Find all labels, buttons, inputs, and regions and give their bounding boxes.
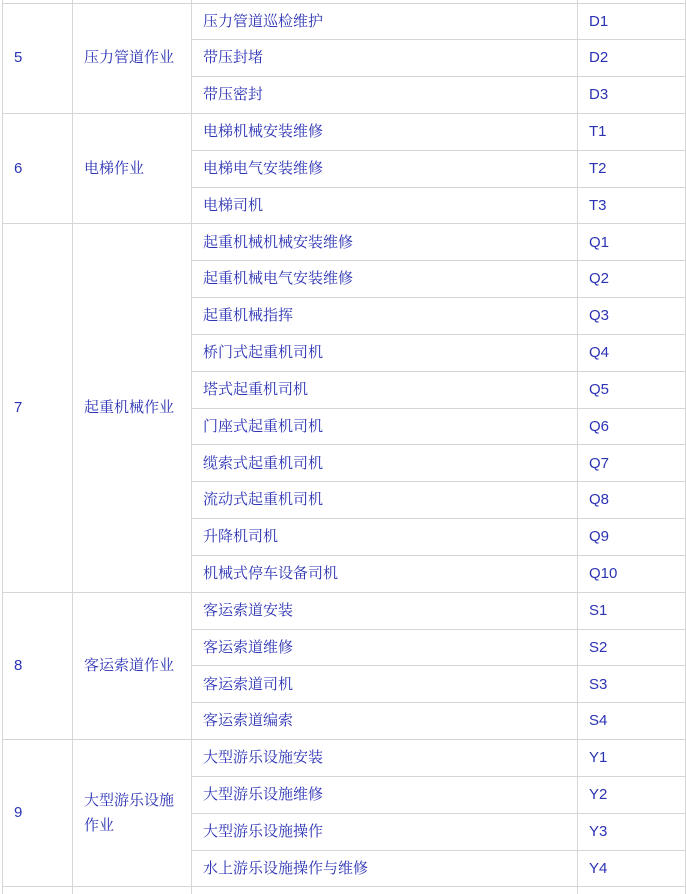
code-cell: D1 [578,3,686,40]
table-row [3,113,686,150]
code-cell: Q9 [578,519,686,556]
category-cell: 客运索道作业 [73,592,192,739]
item-name-cell: 水上游乐设施操作与维修 [192,850,578,887]
item-name-cell: 大型游乐设施维修 [192,776,578,813]
item-name-cell: 塔式起重机司机 [192,371,578,408]
seq-cell: 5 [3,3,73,113]
category-cell: 压力管道作业 [73,3,192,113]
item-name-cell: 升降机司机 [192,519,578,556]
code-cell: T2 [578,150,686,187]
code-cell: Q8 [578,482,686,519]
code-cell: Q6 [578,408,686,445]
code-cell: Q1 [578,224,686,261]
item-name-cell: 压力管道巡检维护 [192,3,578,40]
item-name-cell: 客运索道安装 [192,592,578,629]
code-cell: Y2 [578,776,686,813]
item-name-cell: 带压封堵 [192,40,578,77]
item-name-cell: 起重机械机械安装维修 [192,224,578,261]
table-row [3,3,686,40]
item-name-cell: 起重机械电气安装维修 [192,261,578,298]
code-cell: T1 [578,113,686,150]
item-name-cell: 大型游乐设施安装 [192,740,578,777]
code-cell: S3 [578,666,686,703]
code-cell: Q10 [578,555,686,592]
item-name-cell: 客运索道编索 [192,703,578,740]
table-row [3,592,686,629]
category-cell: 大型游乐设施作业 [73,740,192,887]
seq-cell: 6 [3,113,73,223]
seq-cell: 8 [3,592,73,739]
code-cell [578,887,686,894]
code-cell: Y4 [578,850,686,887]
category-cell: 起重机械作业 [73,224,192,592]
code-cell: S2 [578,629,686,666]
item-name-cell: 门座式起重机司机 [192,408,578,445]
seq-cell [3,887,73,894]
certification-table [2,0,686,894]
code-cell: D2 [578,40,686,77]
item-name-cell: 缆索式起重机司机 [192,445,578,482]
code-cell: Q2 [578,261,686,298]
item-name-cell: 大型游乐设施操作 [192,813,578,850]
item-name-cell: 起重机械指挥 [192,298,578,335]
table-row-partial-bottom [3,887,686,894]
code-cell: Y3 [578,813,686,850]
seq-cell: 7 [3,224,73,592]
item-name-cell [192,887,578,894]
code-cell: Q5 [578,371,686,408]
code-cell: Y1 [578,740,686,777]
category-cell [73,887,192,894]
code-cell: T3 [578,187,686,224]
item-name-cell: 电梯司机 [192,187,578,224]
code-cell: Q3 [578,298,686,335]
code-cell: Q4 [578,334,686,371]
table-row [3,224,686,261]
item-name-cell: 客运索道维修 [192,629,578,666]
seq-cell: 9 [3,740,73,887]
item-name-cell: 客运索道司机 [192,666,578,703]
item-name-cell: 电梯电气安装维修 [192,150,578,187]
item-name-cell: 电梯机械安装维修 [192,113,578,150]
item-name-cell: 流动式起重机司机 [192,482,578,519]
code-cell: Q7 [578,445,686,482]
item-name-cell: 带压密封 [192,77,578,114]
code-cell: S1 [578,592,686,629]
item-name-cell: 机械式停车设备司机 [192,555,578,592]
code-cell: D3 [578,77,686,114]
item-name-cell: 桥门式起重机司机 [192,334,578,371]
table-row [3,740,686,777]
category-cell: 电梯作业 [73,113,192,223]
code-cell: S4 [578,703,686,740]
